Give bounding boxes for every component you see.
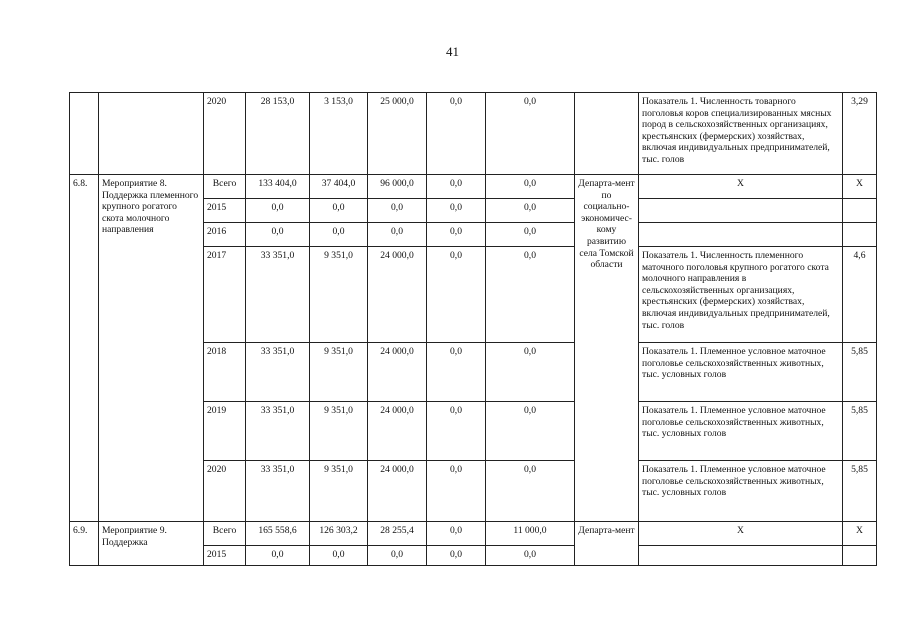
year-cell: 2018 bbox=[204, 343, 246, 402]
local-cell: 0,0 bbox=[427, 175, 486, 199]
item-name-cell bbox=[99, 93, 204, 175]
extra-budget-cell: 0,0 bbox=[486, 247, 575, 343]
item-number-cell bbox=[70, 93, 99, 175]
local-cell: 0,0 bbox=[427, 93, 486, 175]
table-row bbox=[70, 175, 877, 199]
regional-cell: 25 000,0 bbox=[368, 93, 427, 175]
federal-cell: 9 351,0 bbox=[310, 343, 368, 402]
indicator-cell bbox=[639, 546, 843, 566]
total-cell: 0,0 bbox=[246, 199, 310, 223]
indicator-cell: Х bbox=[639, 522, 843, 546]
regional-cell: 24 000,0 bbox=[368, 402, 427, 461]
extra-budget-cell: 0,0 bbox=[486, 546, 575, 566]
indicator-cell bbox=[639, 223, 843, 247]
federal-cell: 0,0 bbox=[310, 199, 368, 223]
executor-cell: Департа-мент bbox=[575, 522, 639, 566]
extra-budget-cell: 0,0 bbox=[486, 343, 575, 402]
indicator-cell: Показатель 1. Племенное условное маточное поголовье сельскохозяйственных животных, тыс. условных голов bbox=[639, 461, 843, 522]
regional-cell: 0,0 bbox=[368, 546, 427, 566]
item-number-cell: 6.9. bbox=[70, 522, 99, 566]
extra-budget-cell: 0,0 bbox=[486, 402, 575, 461]
extra-budget-cell: 0,0 bbox=[486, 175, 575, 199]
item-name-cell: Мероприятие 9. Поддержка bbox=[99, 522, 204, 566]
local-cell: 0,0 bbox=[427, 546, 486, 566]
federal-cell: 126 303,2 bbox=[310, 522, 368, 546]
extra-budget-cell: 11 000,0 bbox=[486, 522, 575, 546]
indicator-cell: Показатель 1. Численность племенного маточного поголовья крупного рогатого скота молочного направления в сельскохозяйственных организациях, крестьянских (фермерских) хозяйствах, включая индивидуальных предпринимателей, тыс. голов bbox=[639, 247, 843, 343]
indicator-value-cell: 5,85 bbox=[843, 343, 877, 402]
federal-cell: 37 404,0 bbox=[310, 175, 368, 199]
extra-budget-cell: 0,0 bbox=[486, 199, 575, 223]
indicator-cell: Х bbox=[639, 175, 843, 199]
total-cell: 33 351,0 bbox=[246, 461, 310, 522]
indicator-value-cell: 4,6 bbox=[843, 247, 877, 343]
indicator-value-cell: Х bbox=[843, 175, 877, 199]
local-cell: 0,0 bbox=[427, 522, 486, 546]
regional-cell: 28 255,4 bbox=[368, 522, 427, 546]
indicator-value-cell: 5,85 bbox=[843, 461, 877, 522]
year-cell: 2015 bbox=[204, 199, 246, 223]
regional-cell: 24 000,0 bbox=[368, 247, 427, 343]
federal-cell: 9 351,0 bbox=[310, 247, 368, 343]
total-cell: 33 351,0 bbox=[246, 402, 310, 461]
regional-cell: 24 000,0 bbox=[368, 461, 427, 522]
total-cell: 0,0 bbox=[246, 223, 310, 247]
total-cell: 133 404,0 bbox=[246, 175, 310, 199]
year-cell: Всего bbox=[204, 522, 246, 546]
indicator-cell: Показатель 1. Племенное условное маточное поголовье сельскохозяйственных животных, тыс. условных голов bbox=[639, 402, 843, 461]
program-table bbox=[69, 92, 877, 566]
regional-cell: 0,0 bbox=[368, 223, 427, 247]
extra-budget-cell: 0,0 bbox=[486, 93, 575, 175]
year-cell: 2015 bbox=[204, 546, 246, 566]
regional-cell: 0,0 bbox=[368, 199, 427, 223]
item-name-cell: Мероприятие 8. Поддержка племенного крупного рогатого скота молочного направления bbox=[99, 175, 204, 522]
federal-cell: 0,0 bbox=[310, 223, 368, 247]
table-row bbox=[70, 522, 877, 546]
page-number: 41 bbox=[446, 44, 459, 59]
year-cell: 2020 bbox=[204, 461, 246, 522]
year-cell: 2019 bbox=[204, 402, 246, 461]
item-number-cell: 6.8. bbox=[70, 175, 99, 522]
indicator-value-cell bbox=[843, 223, 877, 247]
local-cell: 0,0 bbox=[427, 223, 486, 247]
indicator-value-cell bbox=[843, 546, 877, 566]
federal-cell: 9 351,0 bbox=[310, 461, 368, 522]
table-row bbox=[70, 93, 877, 175]
year-cell: 2020 bbox=[204, 93, 246, 175]
local-cell: 0,0 bbox=[427, 247, 486, 343]
indicator-value-cell: 3,29 bbox=[843, 93, 877, 175]
regional-cell: 96 000,0 bbox=[368, 175, 427, 199]
federal-cell: 9 351,0 bbox=[310, 402, 368, 461]
year-cell: Всего bbox=[204, 175, 246, 199]
total-cell: 33 351,0 bbox=[246, 247, 310, 343]
local-cell: 0,0 bbox=[427, 461, 486, 522]
total-cell: 33 351,0 bbox=[246, 343, 310, 402]
total-cell: 28 153,0 bbox=[246, 93, 310, 175]
indicator-cell bbox=[639, 199, 843, 223]
year-cell: 2017 bbox=[204, 247, 246, 343]
extra-budget-cell: 0,0 bbox=[486, 461, 575, 522]
regional-cell: 24 000,0 bbox=[368, 343, 427, 402]
indicator-value-cell: 5,85 bbox=[843, 402, 877, 461]
indicator-cell: Показатель 1. Племенное условное маточное поголовье сельскохозяйственных животных, тыс. условных голов bbox=[639, 343, 843, 402]
indicator-cell: Показатель 1. Численность товарного поголовья коров специализированных мясных пород в сельскохозяйственных организациях, крестьянских (фермерских) хозяйствах, включая индивидуальных предпринимателей, тыс. голов bbox=[639, 93, 843, 175]
local-cell: 0,0 bbox=[427, 199, 486, 223]
executor-cell: Департа-мент по социально-экономичес-кому развитию села Томской области bbox=[575, 175, 639, 522]
extra-budget-cell: 0,0 bbox=[486, 223, 575, 247]
federal-cell: 3 153,0 bbox=[310, 93, 368, 175]
total-cell: 165 558,6 bbox=[246, 522, 310, 546]
year-cell: 2016 bbox=[204, 223, 246, 247]
indicator-value-cell: Х bbox=[843, 522, 877, 546]
total-cell: 0,0 bbox=[246, 546, 310, 566]
local-cell: 0,0 bbox=[427, 343, 486, 402]
local-cell: 0,0 bbox=[427, 402, 486, 461]
indicator-value-cell bbox=[843, 199, 877, 223]
executor-cell bbox=[575, 93, 639, 175]
federal-cell: 0,0 bbox=[310, 546, 368, 566]
